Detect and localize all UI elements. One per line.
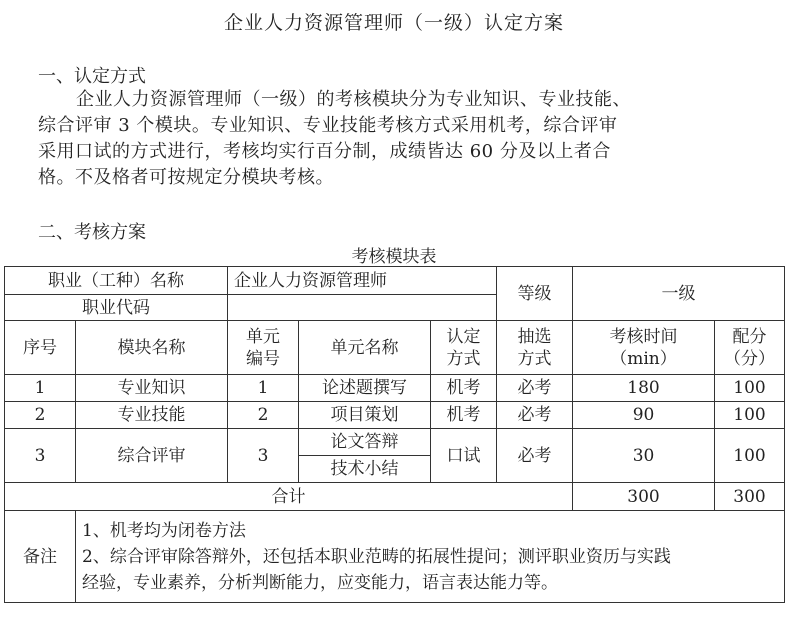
table-row [5,429,785,456]
occupation-value: 企业人力资源管理师 [228,267,497,295]
row-select: 必考 [497,429,573,483]
row-module: 专业技能 [76,402,228,429]
row-seq: 1 [5,375,76,402]
header-module-name: 模块名称 [76,321,228,375]
section-heading-certification-method: 一、认定方式 [38,66,146,87]
total-label: 合计 [5,483,573,511]
notes-content [76,511,785,603]
header-score [715,321,785,375]
header-select-line2: 方式 [517,348,552,369]
total-row [5,483,785,511]
paragraph-line: 企业人力资源管理师（一级）的考核模块分为专业知识、专业技能、 [76,89,631,110]
header-select [497,321,573,375]
header-time [573,321,715,375]
header-unit-no [228,321,299,375]
row-time: 180 [573,375,715,402]
header-time-line2: （min） [610,348,677,369]
row-unit-name: 论述题撰写 [299,375,431,402]
occupation-row [5,267,785,295]
table-row [5,375,785,402]
paragraph-line: 格。不及格者可按规定分模块考核。 [38,167,334,188]
row-score: 100 [715,375,785,402]
document-title: 企业人力资源管理师（一级）认定方案 [223,12,564,34]
row-unit-no: 3 [228,429,299,483]
header-score-line1: 配分 [732,326,767,347]
note-line: 经验，专业素养，分析判断能力，应变能力，语言表达能力等。 [82,572,558,593]
header-unit-no-line2: 编号 [246,348,280,369]
header-row [5,321,785,375]
row-module: 专业知识 [76,375,228,402]
row-method: 机考 [431,375,497,402]
row-unit-no: 1 [228,375,299,402]
header-unit-no-line1: 单元 [246,326,280,347]
header-method-line2: 方式 [446,348,481,369]
paragraph-line: 综合评审 3 个模块。专业知识、专业技能考核方式采用机考，综合评审 [38,115,618,136]
notes-row [5,511,785,603]
header-method-line1: 认定 [446,326,481,347]
row-select: 必考 [497,375,573,402]
row-time: 30 [573,429,715,483]
row-unit-name: 技术小结 [299,456,431,483]
row-unit-no: 2 [228,402,299,429]
header-method [431,321,497,375]
row-select: 必考 [497,402,573,429]
header-unit-name: 单元名称 [299,321,431,375]
row-seq: 3 [5,429,76,483]
notes-label: 备注 [5,511,76,603]
row-method: 口试 [431,429,497,483]
header-seq: 序号 [5,321,76,375]
row-score: 100 [715,429,785,483]
row-module: 综合评审 [76,429,228,483]
row-time: 90 [573,402,715,429]
code-label: 职业代码 [5,295,228,321]
assessment-module-table [4,266,785,603]
header-score-line2: （分） [724,348,776,369]
header-time-line1: 考核时间 [609,326,678,347]
note-line: 1、机考均为闭卷方法 [82,520,246,541]
row-seq: 2 [5,402,76,429]
note-line: 2、综合评审除答辩外，还包括本职业范畴的拓展性提问；测评职业资历与实践 [82,546,671,567]
row-method: 机考 [431,402,497,429]
code-value [228,295,497,321]
row-unit-name: 论文答辩 [299,429,431,456]
certification-method-paragraph [38,87,668,191]
total-score: 300 [715,483,785,511]
row-score: 100 [715,402,785,429]
occupation-label: 职业（工种）名称 [5,267,228,295]
grade-value: 一级 [573,267,785,321]
header-select-line1: 抽选 [517,326,552,347]
table-caption: 考核模块表 [351,247,437,267]
table-row [5,402,785,429]
total-time: 300 [573,483,715,511]
grade-label: 等级 [497,267,573,321]
row-unit-name: 项目策划 [299,402,431,429]
section-heading-assessment-plan: 二、考核方案 [38,222,146,243]
paragraph-line: 采用口试的方式进行，考核均实行百分制，成绩皆达 60 分及以上者合 [38,141,611,162]
